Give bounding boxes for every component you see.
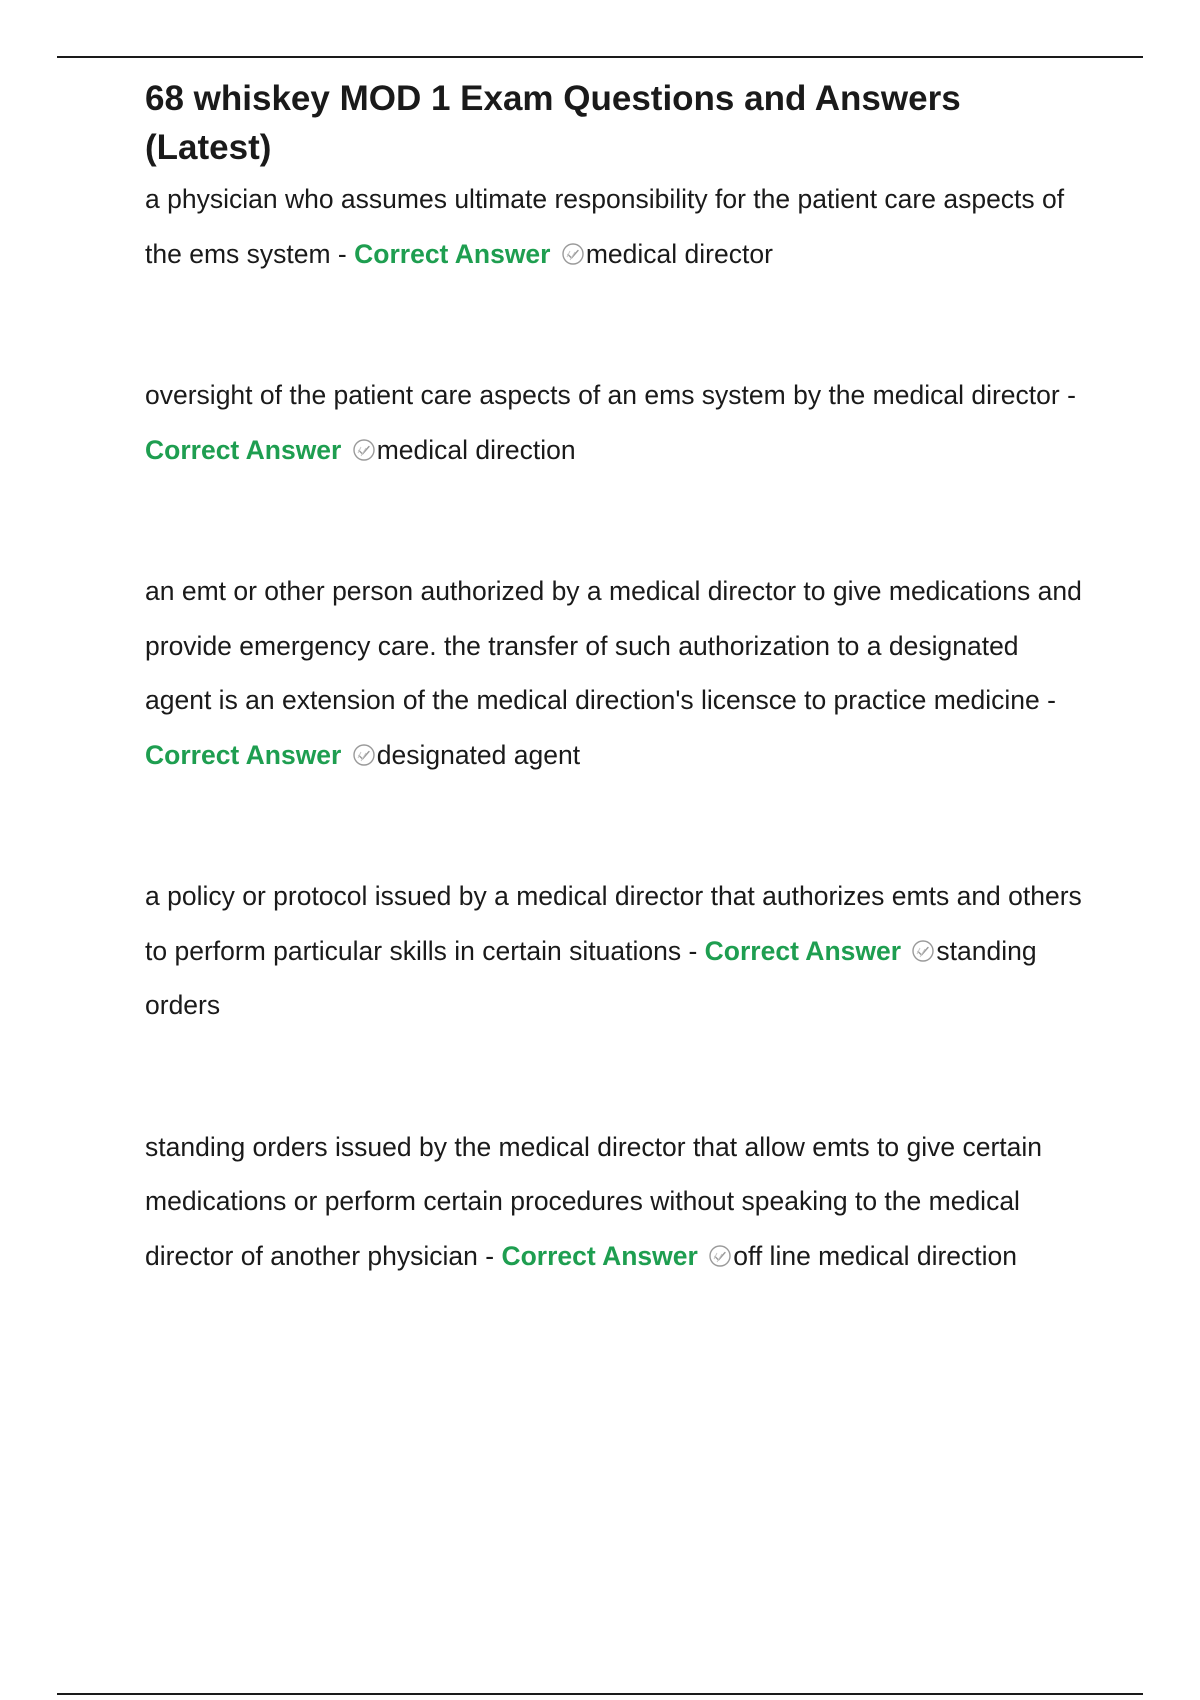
- check-circle-icon: [352, 743, 376, 767]
- question-text: an emt or other person authorized by a medical director to give medications and provide emergency care. the transfer of such authorization to a designated agent is an extension of the medical direction's licensce to practice medicine: [145, 576, 1082, 715]
- qa-item: [145, 1120, 1085, 1284]
- answer-text: designated agent: [376, 739, 581, 770]
- document-title: 68 whiskey MOD 1 Exam Questions and Answers (Latest): [145, 79, 961, 167]
- separator: -: [681, 935, 705, 966]
- separator: -: [330, 238, 355, 269]
- correct-answer-label: Correct Answer: [501, 1240, 698, 1271]
- qa-item: [145, 172, 1085, 281]
- top-rule: [57, 56, 1143, 58]
- check-circle-icon: [352, 438, 376, 462]
- check-circle-icon: [708, 1244, 732, 1268]
- correct-answer-label: Correct Answer: [145, 739, 342, 770]
- correct-answer-label: Correct Answer: [704, 935, 902, 966]
- correct-answer-label: Correct Answer: [354, 238, 551, 269]
- separator: -: [1059, 380, 1076, 410]
- answer-text: medical direction: [376, 434, 576, 465]
- question-text: a physician who assumes ultimate responsibility for the patient care aspects of the ems system: [145, 184, 1065, 269]
- question-text: standing orders issued by the medical director that allow emts to give certain medications or perform certain procedures without speaking to the medical director of another physician: [145, 1131, 1043, 1271]
- separator: -: [477, 1240, 502, 1271]
- correct-answer-label: Correct Answer: [145, 434, 342, 465]
- question-text: oversight of the patient care aspects of an ems system by the medical director: [145, 380, 1060, 410]
- bottom-rule: [57, 1693, 1143, 1695]
- qa-item: [145, 869, 1085, 1033]
- check-circle-icon: [911, 939, 935, 963]
- question-text: a policy or protocol issued by a medical director that authorizes emts and others to perform particular skills in certain situations: [145, 881, 1082, 966]
- separator: -: [1039, 685, 1056, 715]
- qa-item: [145, 368, 1085, 477]
- document-body: [145, 74, 1085, 1283]
- check-circle-icon: [561, 242, 585, 266]
- qa-item: [145, 564, 1085, 782]
- answer-text: off line medical direction: [733, 1240, 1018, 1271]
- answer-text: medical director: [585, 238, 773, 269]
- answer-text: standing orders: [145, 935, 1037, 1020]
